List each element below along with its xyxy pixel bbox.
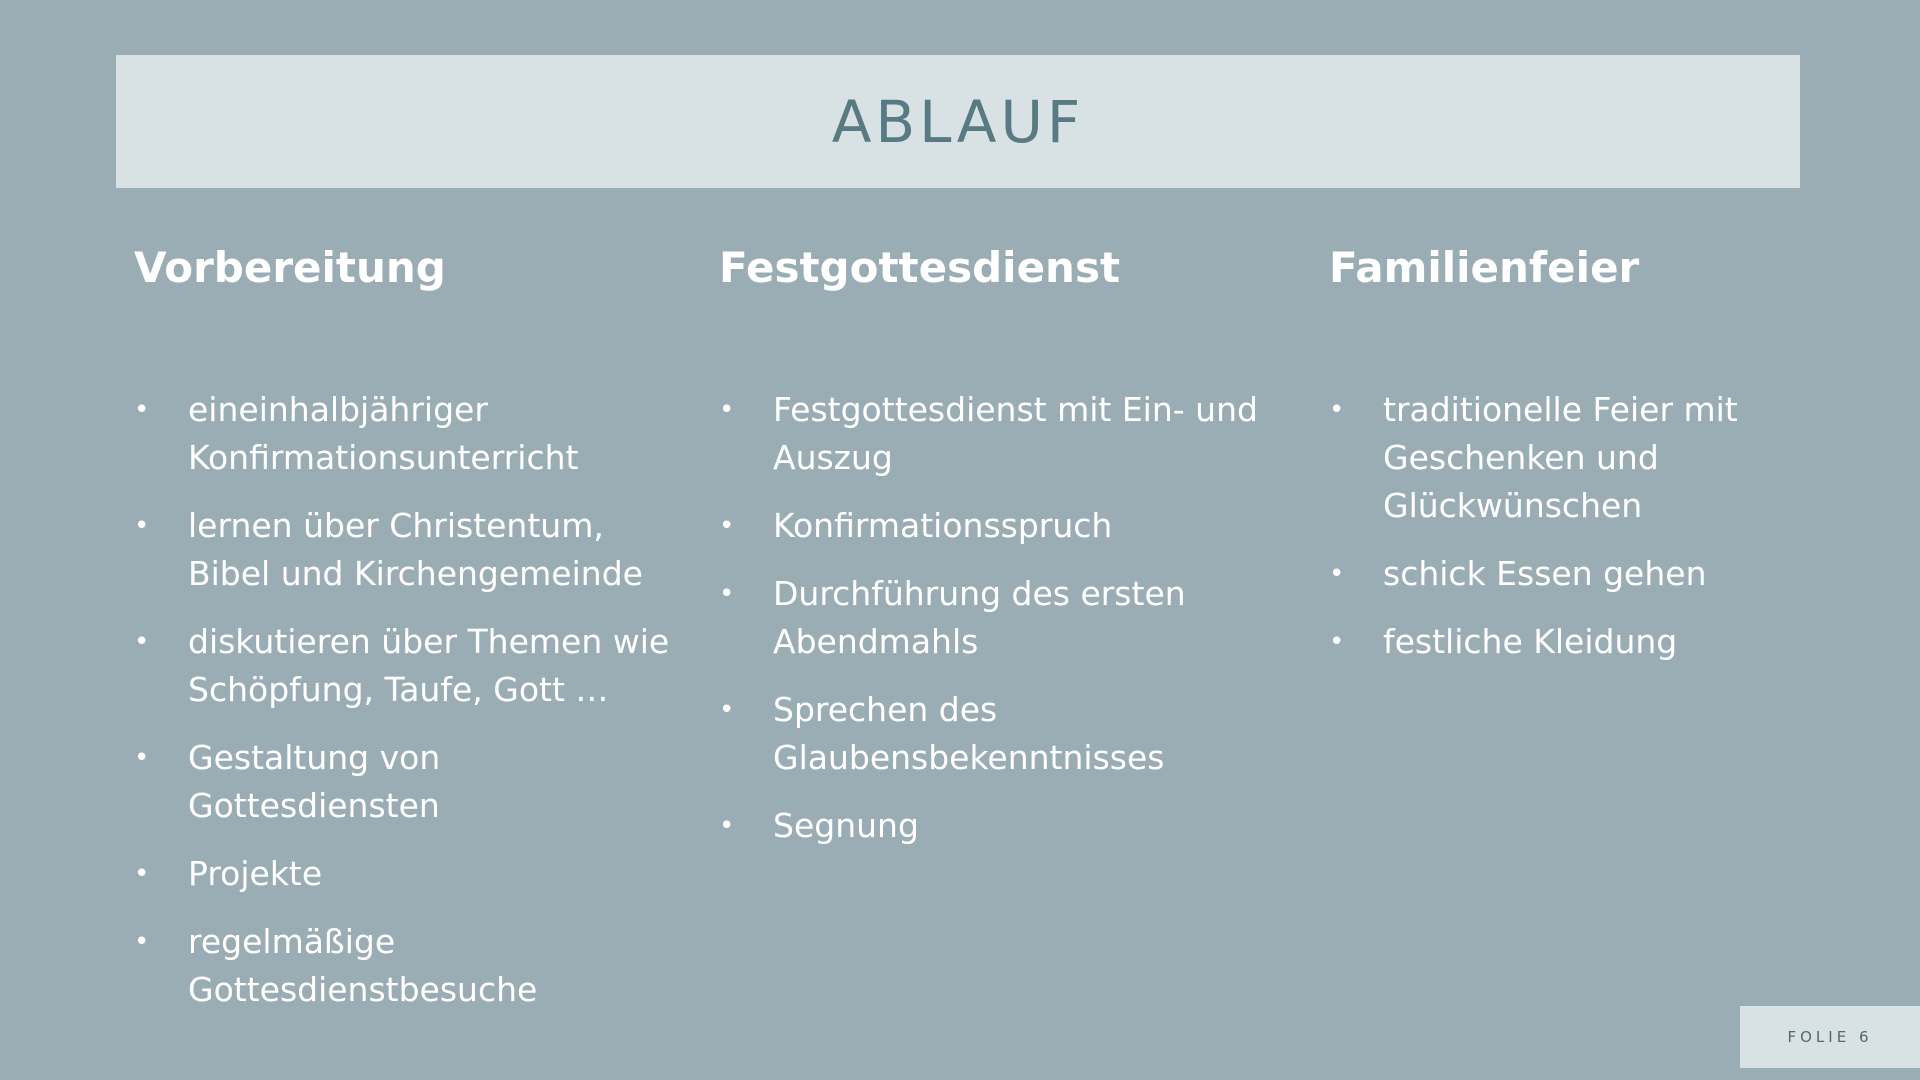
bullet-icon: • (719, 811, 735, 841)
list-item (719, 802, 1259, 850)
bullet-icon: • (1329, 395, 1345, 425)
list-item-text: Durchführung des ersten Abendmahls (773, 574, 1186, 661)
bullet-icon: • (134, 927, 150, 957)
list-item (719, 386, 1259, 482)
list-item-text: Segnung (773, 806, 919, 845)
bullet-icon: • (719, 511, 735, 541)
list-item (134, 850, 674, 898)
list-item (134, 918, 674, 1014)
bullet-icon: • (134, 859, 150, 889)
list-item-text: traditionelle Feier mit Geschenken und Glückwünschen (1383, 390, 1738, 525)
list-item (134, 734, 674, 830)
list-item-text: Festgottesdienst mit Ein- und Auszug (773, 390, 1258, 477)
bullet-list (134, 386, 674, 1014)
list-item-text: diskutieren über Themen wie Schöpfung, Taufe, Gott … (188, 622, 670, 709)
list-item (719, 502, 1259, 550)
list-item (1329, 386, 1869, 530)
bullet-icon: • (134, 627, 150, 657)
column-festgottesdienst (719, 236, 1259, 870)
list-item (719, 570, 1259, 666)
list-item-text: regelmäßige Gottesdienstbesuche (188, 922, 538, 1009)
bullet-list (719, 386, 1259, 850)
bullet-icon: • (719, 695, 735, 725)
list-item-text: eineinhalbjähriger Konfirmationsunterricht (188, 390, 579, 477)
bullet-icon: • (1329, 627, 1345, 657)
bullet-list (1329, 386, 1869, 666)
list-item (134, 502, 674, 598)
column-heading: Familienfeier (1329, 243, 1640, 292)
list-item (1329, 550, 1869, 598)
title-bar (116, 55, 1800, 188)
slide-title: ABLAUF (831, 87, 1085, 156)
list-item (134, 386, 674, 482)
list-item (1329, 618, 1869, 666)
bullet-icon: • (719, 579, 735, 609)
list-item-text: festliche Kleidung (1383, 622, 1678, 661)
list-item-text: Sprechen des Glaubensbekenntnisses (773, 690, 1165, 777)
list-item-text: Gestaltung von Gottesdiensten (188, 738, 441, 825)
slide-number-box (1740, 1006, 1920, 1068)
list-item-text: Konfirmationsspruch (773, 506, 1113, 545)
column-familienfeier (1329, 236, 1869, 686)
list-item-text: schick Essen gehen (1383, 554, 1707, 593)
bullet-icon: • (719, 395, 735, 425)
bullet-icon: • (1329, 559, 1345, 589)
bullet-icon: • (134, 511, 150, 541)
list-item-text: lernen über Christentum, Bibel und Kirchengemeinde (188, 506, 643, 593)
bullet-icon: • (134, 395, 150, 425)
slide-number: FOLIE 6 (1787, 1028, 1873, 1046)
column-heading: Festgottesdienst (719, 243, 1121, 292)
list-item-text: Projekte (188, 854, 323, 893)
column-vorbereitung (134, 236, 674, 1034)
list-item (134, 618, 674, 714)
column-heading: Vorbereitung (134, 243, 446, 292)
bullet-icon: • (134, 743, 150, 773)
list-item (719, 686, 1259, 782)
